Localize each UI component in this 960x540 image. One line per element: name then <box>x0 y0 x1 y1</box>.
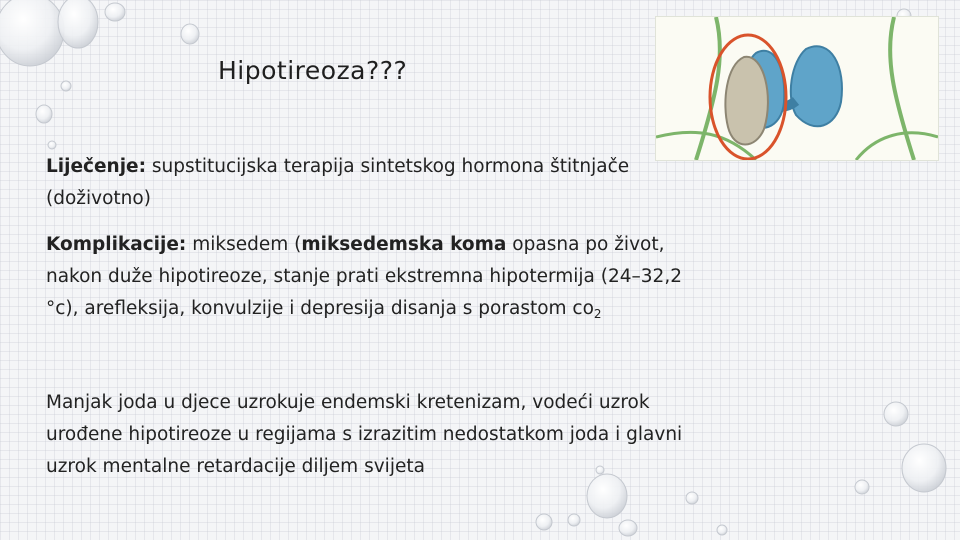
thyroid-illustration <box>655 16 939 161</box>
complications-bold-term: miksedemska koma <box>301 234 507 255</box>
treatment-label: Liječenje: <box>46 156 146 177</box>
complications-text-2: opasna po život, nakon duže hipotireoze, stanje prati ekstremna hipotermija (24–32,2 °c), arefleksija, konvulzije i depresija disanja s porastom co <box>46 234 682 319</box>
complications-text-1: miksedem ( <box>186 234 302 255</box>
treatment-text: supstitucijska terapija sintetskog hormona štitnjače (doživotno) <box>46 156 630 209</box>
thyroid-drawing <box>656 17 938 160</box>
slide-title: Hipotireoza??? <box>218 56 408 85</box>
complications-label: Komplikacije: <box>46 234 187 255</box>
co2-subscript: 2 <box>593 307 602 321</box>
treatment-paragraph <box>46 151 666 215</box>
iodine-deficiency-paragraph: Manjak joda u djece uzrokuje endemski kretenizam, vodeći uzrok urođene hipotireoze u regijama s izrazitim nedostatkom joda i glavni uzrok mentalne retardacije diljem svijeta <box>46 392 683 477</box>
complications-paragraph <box>46 229 696 330</box>
